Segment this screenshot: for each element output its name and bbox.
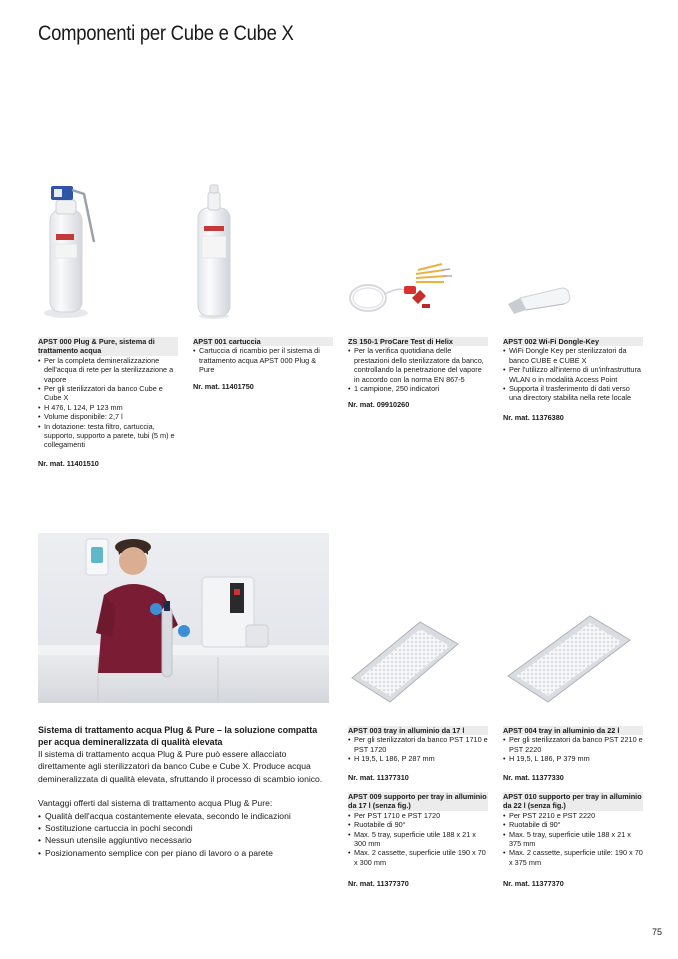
part-number: Nr. mat. 11377370 (348, 879, 409, 889)
product-bullet: • 1 campione, 250 indicatori (348, 384, 488, 393)
product-bullet: • H 19,5, L 186, P 287 mm (348, 754, 488, 763)
page-number: 75 (651, 927, 662, 937)
system-title: Sistema di trattamento acqua Plug & Pure – la soluzione compatta per acqua demineralizzata di qualità elevata (38, 725, 318, 747)
product-title: APST 003 tray in alluminio da 17 l (348, 726, 488, 735)
cartridge-image (192, 182, 236, 320)
product-bullet: • Max. 5 tray, superficie utile 188 x 21 x 375 mm (503, 830, 643, 849)
product-title: APST 002 Wi-Fi Dongle-Key (503, 337, 643, 346)
product-title: APST 004 tray in alluminio da 22 l (503, 726, 643, 735)
product-title: APST 009 supporto per tray in alluminio da 17 l (senza fig.) (348, 792, 487, 811)
product-bullet: • Per gli sterilizzatori da banco PST 2210 e PST 2220 (503, 735, 643, 754)
product-bullets (193, 346, 333, 374)
product-bullet: • H 476, L 124, P 123 mm (38, 403, 178, 412)
system-description (38, 724, 333, 859)
part-number: Nr. mat. 11401750 (193, 381, 254, 391)
tray-22l-image (502, 612, 634, 706)
product-title: APST 001 cartuccia (193, 337, 333, 346)
product-title: ZS 150-1 ProCare Test di Helix (348, 337, 488, 346)
part-number: Nr. mat. 11401510 (38, 458, 99, 468)
product-bullet: • Supporta il trasferimento di dati verso una directory stabilita nella rete locale (503, 384, 643, 403)
product-bullet: • Cartuccia di ricambio per il sistema di trattamento acqua APST 000 Plug & Pure (193, 346, 333, 374)
part-number: Nr. mat. 11377370 (503, 879, 564, 889)
product-bullet: • Per la verifica quotidiana delle prestazioni dello sterilizzatore da banco, controllando la penetrazione del vapore in accordo con la norma EN 867-5 (348, 346, 488, 384)
helix-test-image (346, 260, 460, 320)
product-bullets (503, 811, 643, 867)
product-bullet: • In dotazione: testa filtro, cartuccia, supporto, supporto a parete, tubi (5 m) e collegamenti (38, 422, 178, 450)
lab-photo (38, 533, 329, 703)
part-number: Nr. mat. 09910260 (348, 400, 410, 410)
part-number: Nr. mat. 11376380 (503, 412, 564, 422)
plug-pure-system-image (42, 182, 98, 320)
product-bullet: • WiFi Dongle Key per sterilizzatori da banco CUBE e CUBE X (503, 346, 643, 365)
product-bullet: • Per PST 2210 e PST 2220 (503, 811, 643, 820)
product-bullet: • Max. 2 cassette, superficie utile: 190 x 70 x 375 mm (503, 848, 643, 867)
product-bullet: • Per gli sterilizzatori da banco PST 1710 e PST 1720 (348, 735, 488, 754)
product-title: APST 000 Plug & Pure, sistema di trattamento acqua (38, 337, 178, 356)
product-title: APST 010 supporto per tray in alluminio da 22 l (senza fig.) (503, 792, 642, 811)
product-bullet: • Per l'utilizzo all'interno di un'infrastruttura WLAN o in modalità Access Point (503, 365, 643, 384)
part-number: Nr. mat. 11377330 (503, 772, 564, 782)
product-apst-002 (503, 337, 643, 422)
advantage-item: • Posizionamento semplice con per piano di lavoro o a parete (38, 847, 333, 859)
product-bullets (348, 735, 488, 763)
product-apst-000 (38, 337, 178, 468)
product-bullet: • Ruotabile di 90° (348, 820, 488, 829)
system-intro: Il sistema di trattamento acqua Plug & Pure può essere allacciato direttamente agli sterilizzatori da banco Cube e Cube X. Produce acqua demineralizzata di qualità elevata, sfruttando il processo di scambio ionico. (38, 749, 323, 784)
product-bullets (503, 346, 643, 402)
product-apst-003 (348, 726, 488, 889)
advantage-item: • Qualità dell'acqua costantemente elevata, secondo le indicazioni (38, 810, 333, 822)
advantages-intro: Vantaggi offerti dal sistema di trattamento acqua Plug & Pure: (38, 798, 273, 809)
product-zs-150-1 (348, 337, 488, 410)
product-bullets (348, 811, 488, 867)
tray-17l-image (346, 616, 462, 706)
advantage-item: • Nessun utensile aggiuntivo necessario (38, 834, 333, 846)
product-bullet: • Volume disponibile: 2,7 l (38, 412, 178, 421)
part-number: Nr. mat. 11377310 (348, 772, 409, 782)
product-bullet: • H 19,5, L 186, P 379 mm (503, 754, 643, 763)
product-bullet: • Max. 5 tray, superficie utile 188 x 21 x 300 mm (348, 830, 488, 849)
page-title: Componenti per Cube e Cube X (38, 22, 294, 45)
product-bullet: • Ruotabile di 90° (503, 820, 643, 829)
wifi-dongle-image (506, 286, 572, 316)
product-bullet: • Max. 2 cassette, superficie utile 190 x 70 x 300 mm (348, 848, 488, 867)
product-bullet: • Per gli sterilizzatori da banco Cube e Cube X (38, 384, 178, 403)
product-apst-001 (193, 337, 333, 391)
product-apst-004 (503, 726, 643, 889)
product-bullets (348, 346, 488, 393)
product-bullet: • Per PST 1710 e PST 1720 (348, 811, 488, 820)
advantages-list (38, 810, 333, 860)
advantage-item: • Sostituzione cartuccia in pochi secondi (38, 822, 333, 834)
product-bullet: • Per la completa demineralizzazione dell'acqua di rete per la sterilizzazione a vapore (38, 356, 178, 384)
product-bullets (503, 735, 643, 763)
product-bullets (38, 356, 178, 450)
